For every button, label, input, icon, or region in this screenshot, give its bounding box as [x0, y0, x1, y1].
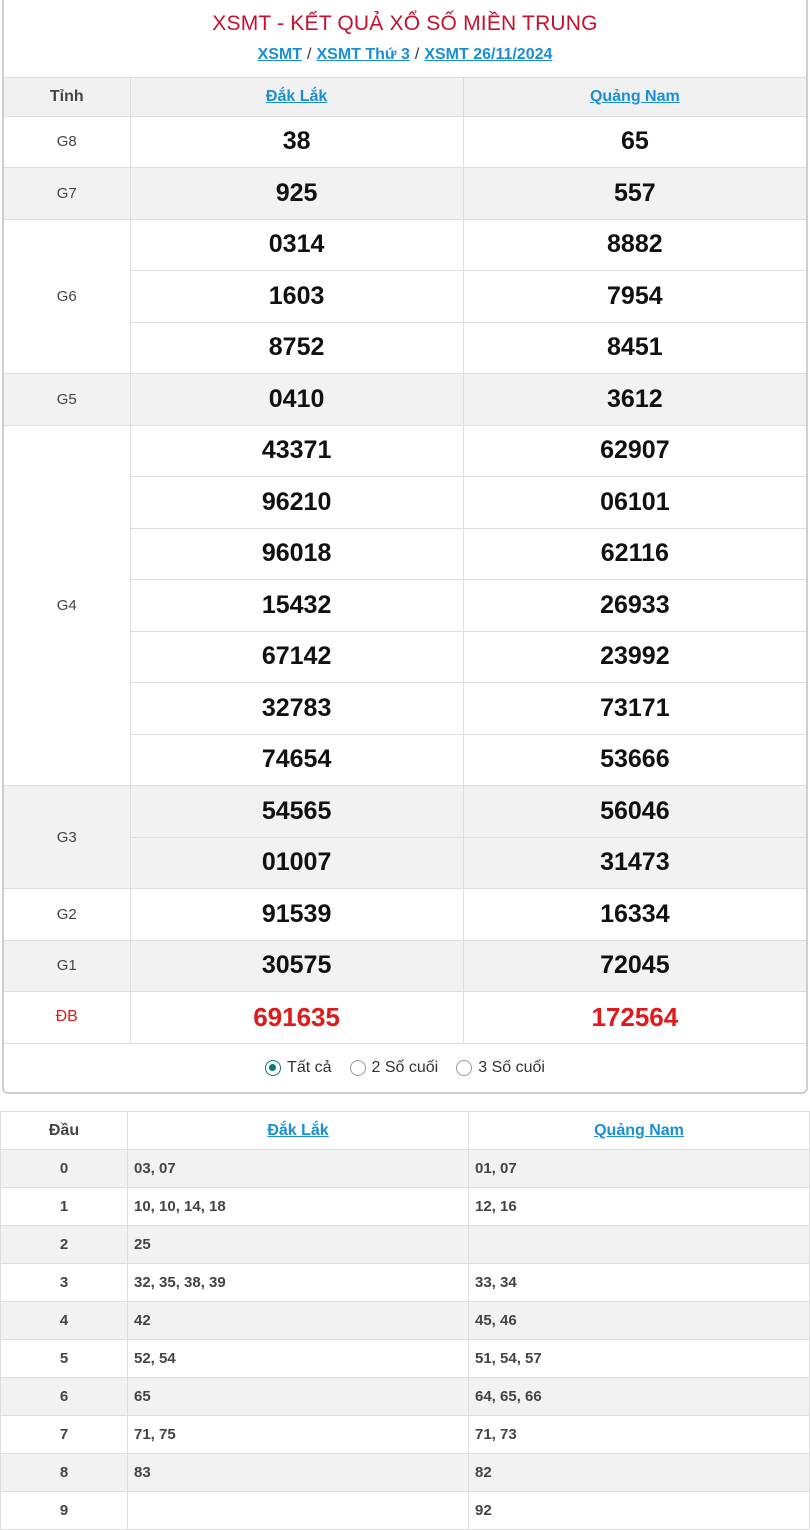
- loto-province-link-dak-lak[interactable]: Đắk Lắk: [267, 1121, 329, 1139]
- loto-column-dak-lak: [128, 1112, 469, 1150]
- prize-label: G8: [4, 116, 130, 168]
- prize-number: 8752: [130, 322, 463, 374]
- prize-number: 32783: [130, 683, 463, 735]
- loto-tail-list: 45, 46: [469, 1302, 810, 1340]
- loto-row: [1, 1264, 810, 1302]
- filter-3-digits-radio[interactable]: [456, 1059, 545, 1077]
- loto-tail-list: 03, 07: [128, 1150, 469, 1188]
- page-title: XSMT - KẾT QUẢ XỔ SỐ MIỀN TRUNG: [212, 12, 598, 35]
- prize-number: 16334: [463, 889, 806, 941]
- prize-number: 74654: [130, 734, 463, 786]
- loto-head-digit: 4: [1, 1302, 128, 1340]
- prize-number: 31473: [463, 837, 806, 889]
- results-body: [4, 116, 806, 1043]
- loto-column-quang-nam: [469, 1112, 810, 1150]
- breadcrumb-weekday-link[interactable]: XSMT Thứ 3: [316, 46, 410, 63]
- prize-number: 56046: [463, 786, 806, 838]
- loto-row: [1, 1150, 810, 1188]
- loto-body: [1, 1150, 810, 1530]
- prize-number: 06101: [463, 477, 806, 529]
- loto-tail-list: 92: [469, 1492, 810, 1530]
- loto-row: [1, 1302, 810, 1340]
- loto-tail-list: 82: [469, 1454, 810, 1492]
- loto-head-digit: 1: [1, 1188, 128, 1226]
- prize-number: 01007: [130, 837, 463, 889]
- prize-number: 7954: [463, 271, 806, 323]
- loto-head-digit: 3: [1, 1264, 128, 1302]
- loto-tail-list: 71, 73: [469, 1416, 810, 1454]
- prize-label: G4: [4, 425, 130, 786]
- result-row: [4, 219, 806, 271]
- loto-row: [1, 1454, 810, 1492]
- prize-label: G5: [4, 374, 130, 426]
- breadcrumb-date-link[interactable]: XSMT 26/11/2024: [424, 46, 553, 63]
- loto-row: [1, 1226, 810, 1264]
- special-prize-number: 172564: [463, 992, 806, 1044]
- filter-2-digits-radio[interactable]: [350, 1059, 439, 1077]
- loto-head-digit: 7: [1, 1416, 128, 1454]
- prize-number: 0314: [130, 219, 463, 271]
- prize-number: 26933: [463, 580, 806, 632]
- prize-label: G6: [4, 219, 130, 374]
- loto-tail-list: 25: [128, 1226, 469, 1264]
- breadcrumb-xsmt-link[interactable]: XSMT: [257, 46, 303, 63]
- results-panel: [2, 0, 808, 1094]
- loto-header-row: [1, 1112, 810, 1150]
- prize-number: 23992: [463, 631, 806, 683]
- results-header-row: [4, 78, 806, 116]
- prize-number: 557: [463, 168, 806, 220]
- prize-label: ĐB: [4, 992, 130, 1044]
- loto-row: [1, 1378, 810, 1416]
- loto-tail-list: [469, 1226, 810, 1264]
- prize-number: 67142: [130, 631, 463, 683]
- prize-label: G3: [4, 786, 130, 889]
- loto-tail-list: 52, 54: [128, 1340, 469, 1378]
- loto-tail-list: 51, 54, 57: [469, 1340, 810, 1378]
- loto-row: [1, 1492, 810, 1530]
- prize-label: G2: [4, 889, 130, 941]
- radio-unchecked-icon: [350, 1060, 366, 1076]
- prize-number: 8882: [463, 219, 806, 271]
- loto-tail-list: 71, 75: [128, 1416, 469, 1454]
- loto-row: [1, 1340, 810, 1378]
- result-row: [4, 168, 806, 220]
- loto-tail-list: 32, 35, 38, 39: [128, 1264, 469, 1302]
- result-row: [4, 992, 806, 1044]
- loto-tail-list: 83: [128, 1454, 469, 1492]
- loto-tail-list: 12, 16: [469, 1188, 810, 1226]
- loto-head-digit: 6: [1, 1378, 128, 1416]
- loto-table: [0, 1111, 810, 1530]
- loto-row: [1, 1416, 810, 1454]
- prize-number: 925: [130, 168, 463, 220]
- province-link-dak-lak[interactable]: Đắk Lắk: [265, 87, 328, 105]
- prize-number: 3612: [463, 374, 806, 426]
- loto-row: [1, 1188, 810, 1226]
- result-row: [4, 940, 806, 992]
- prize-number: 43371: [130, 425, 463, 477]
- loto-tail-list: [128, 1492, 469, 1530]
- prize-number: 91539: [130, 889, 463, 941]
- radio-unchecked-icon: [456, 1060, 472, 1076]
- prize-label: G1: [4, 940, 130, 992]
- result-row: [4, 116, 806, 168]
- prize-number: 0410: [130, 374, 463, 426]
- column-header-province: Tỉnh: [4, 78, 130, 116]
- prize-number: 72045: [463, 940, 806, 992]
- prize-number: 15432: [130, 580, 463, 632]
- result-row: [4, 889, 806, 941]
- column-header-dau: Đầu: [1, 1112, 128, 1150]
- prize-number: 53666: [463, 734, 806, 786]
- prize-number: 8451: [463, 322, 806, 374]
- prize-label: G7: [4, 168, 130, 220]
- prize-number: 38: [130, 116, 463, 168]
- breadcrumb-separator: /: [307, 46, 312, 63]
- filter-all-radio[interactable]: [265, 1059, 331, 1077]
- radio-checked-icon: [265, 1060, 281, 1076]
- loto-tail-list: 42: [128, 1302, 469, 1340]
- prize-number: 1603: [130, 271, 463, 323]
- result-row: [4, 425, 806, 477]
- loto-tail-list: 65: [128, 1378, 469, 1416]
- prize-number: 30575: [130, 940, 463, 992]
- breadcrumb-separator: /: [414, 46, 420, 63]
- column-header-dak-lak: [130, 78, 463, 116]
- loto-head-digit: 5: [1, 1340, 128, 1378]
- loto-head-digit: 8: [1, 1454, 128, 1492]
- results-table: [4, 78, 806, 1044]
- breadcrumb: [4, 46, 806, 64]
- prize-number: 65: [463, 116, 806, 168]
- loto-panel: [0, 1111, 810, 1530]
- prize-number: 54565: [130, 786, 463, 838]
- result-row: [4, 374, 806, 426]
- special-prize-number: 691635: [130, 992, 463, 1044]
- prize-number: 96018: [130, 528, 463, 580]
- filter-label: Tất cả: [287, 1058, 332, 1076]
- province-link-quang-nam[interactable]: Quảng Nam: [589, 87, 680, 105]
- loto-tail-list: 33, 34: [469, 1264, 810, 1302]
- filter-label: 2 Số cuối: [371, 1058, 439, 1076]
- column-header-quang-nam: [463, 78, 806, 116]
- loto-head-digit: 9: [1, 1492, 128, 1530]
- prize-number: 73171: [463, 683, 806, 735]
- digit-filter-group: [4, 1044, 806, 1092]
- prize-number: 62907: [463, 425, 806, 477]
- loto-tail-list: 10, 10, 14, 18: [128, 1188, 469, 1226]
- loto-head-digit: 0: [1, 1150, 128, 1188]
- prize-number: 62116: [463, 528, 806, 580]
- prize-number: 96210: [130, 477, 463, 529]
- loto-head-digit: 2: [1, 1226, 128, 1264]
- loto-tail-list: 64, 65, 66: [469, 1378, 810, 1416]
- filter-label: 3 Số cuối: [478, 1058, 545, 1076]
- results-header: [4, 0, 806, 78]
- loto-tail-list: 01, 07: [469, 1150, 810, 1188]
- loto-province-link-quang-nam[interactable]: Quảng Nam: [594, 1121, 684, 1139]
- result-row: [4, 786, 806, 838]
